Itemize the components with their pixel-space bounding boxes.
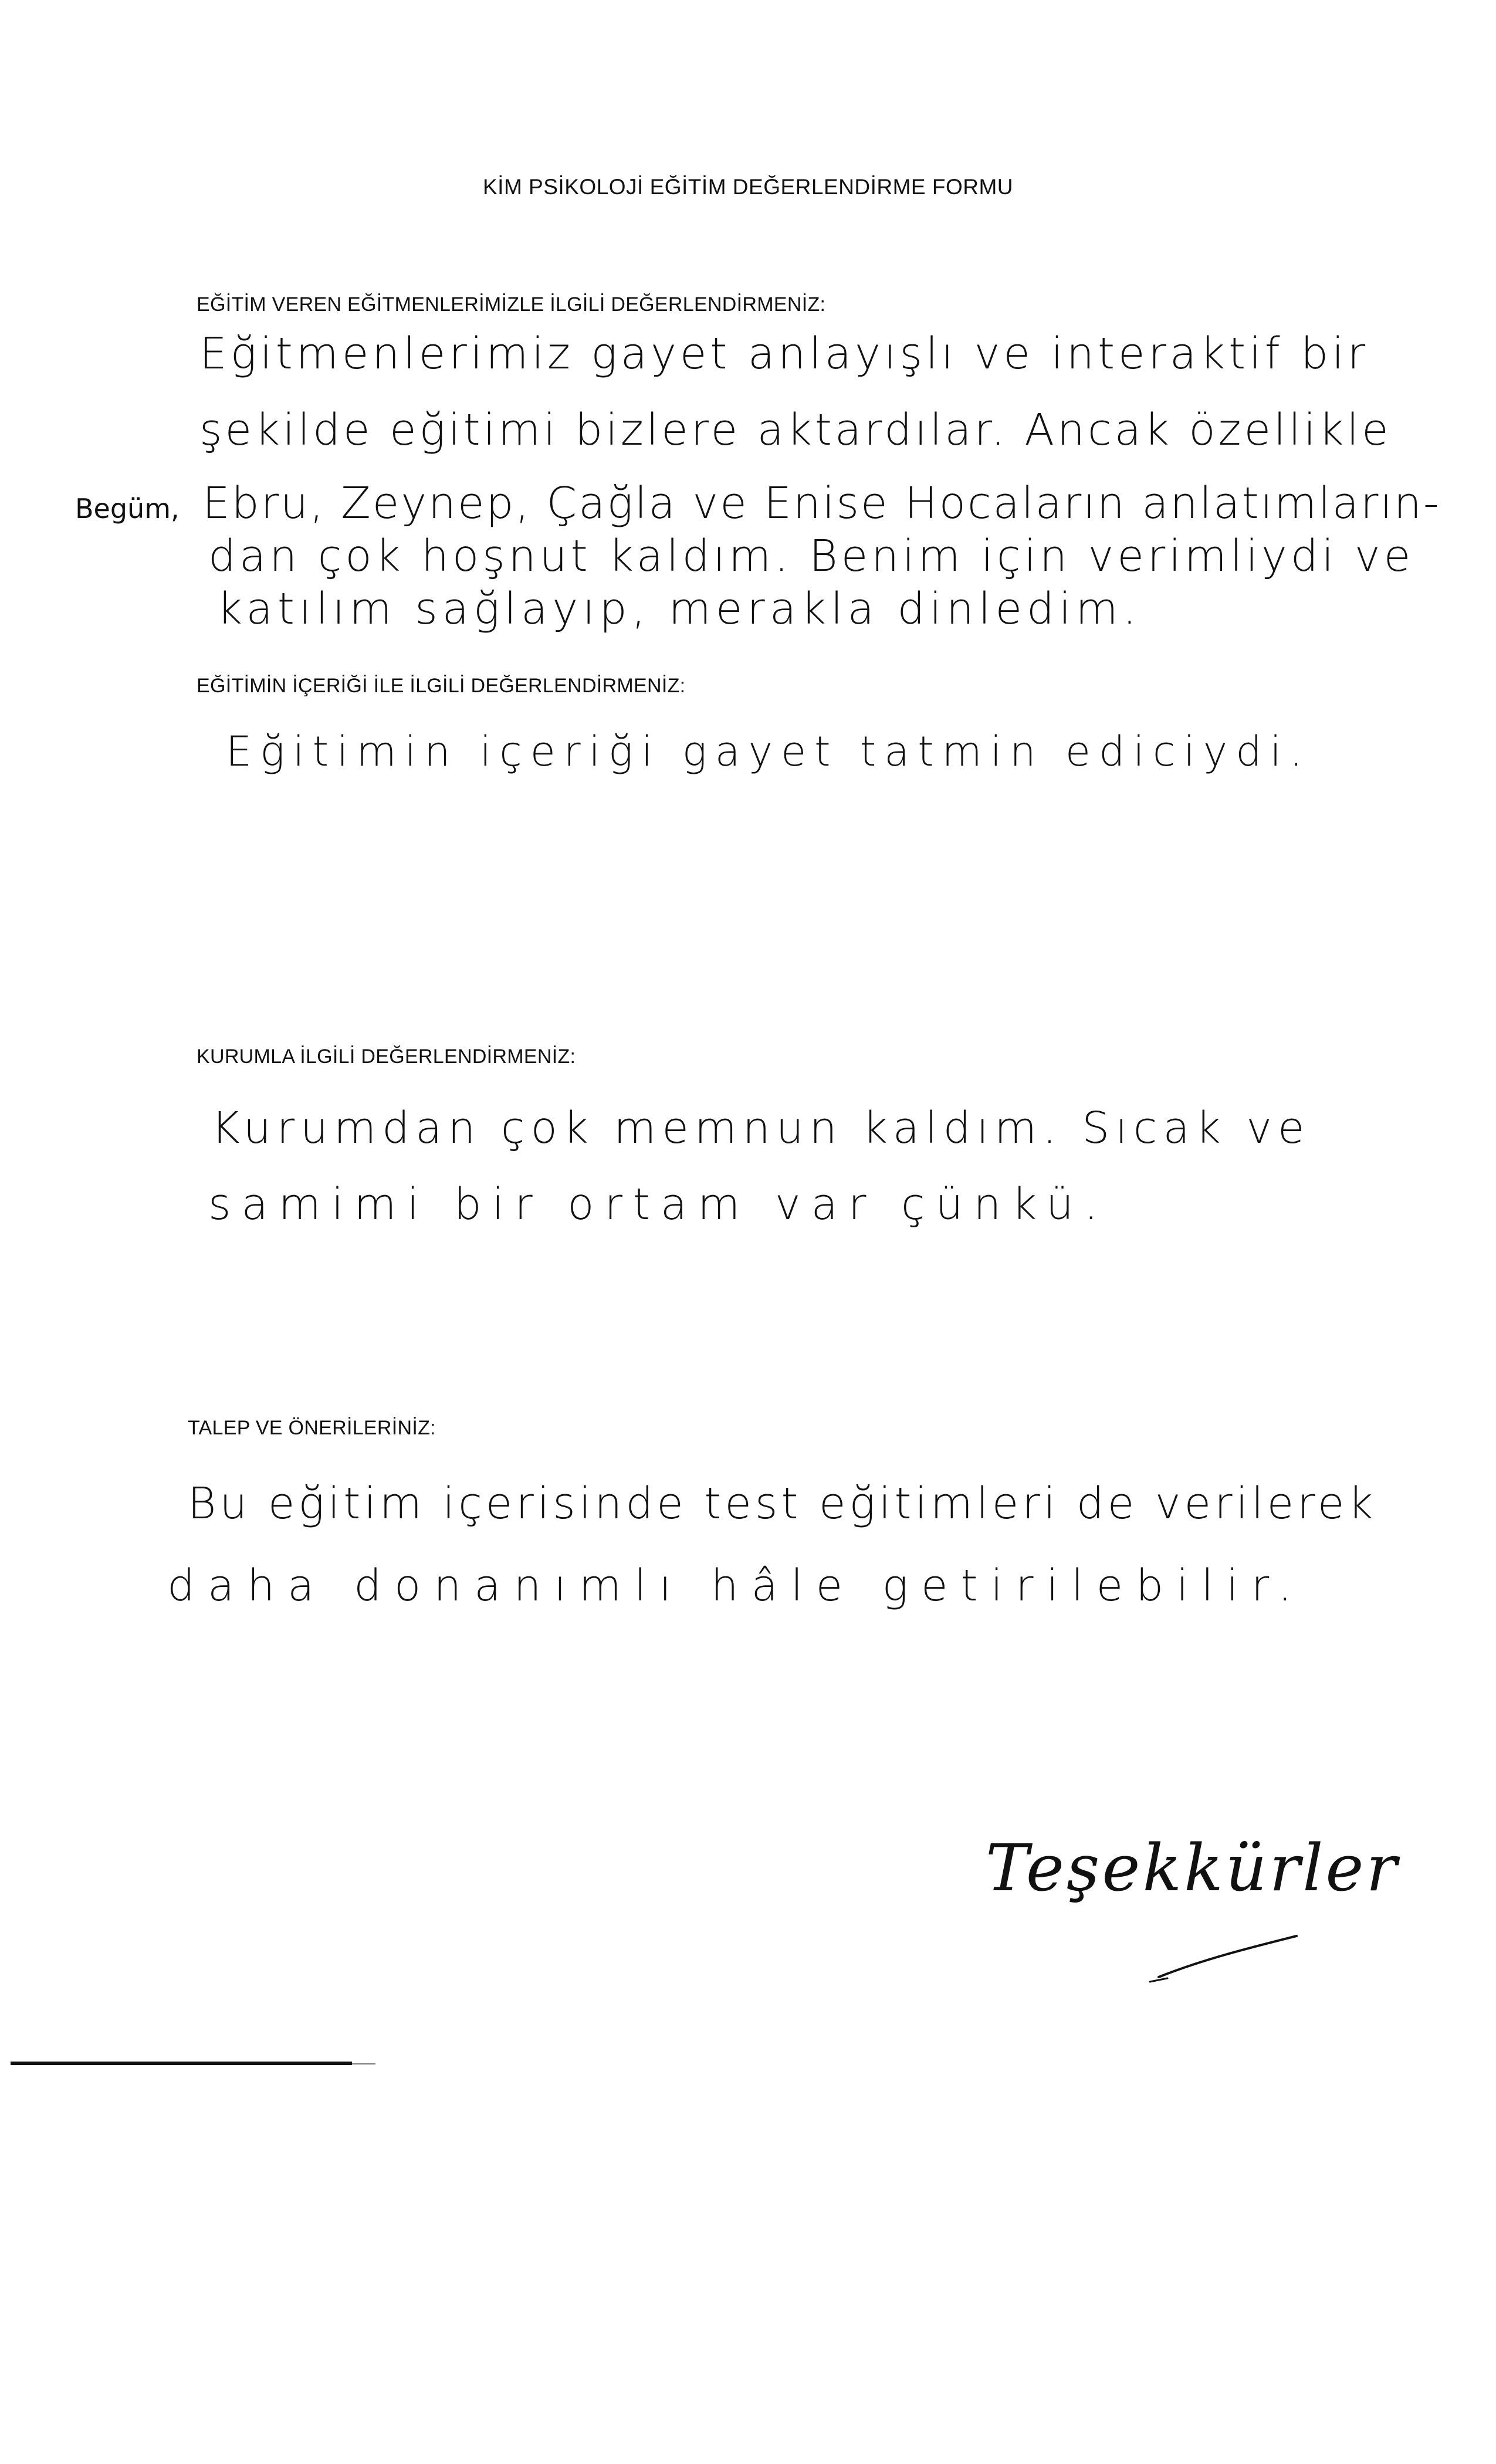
handwritten-line-institution-2: samimi bir ortam var çünkü. <box>208 1179 1109 1230</box>
handwritten-line-trainers-3: Ebru, Zeynep, Çağla ve Enise Hocaların anlatımların- <box>202 478 1441 529</box>
handwritten-line-content-1: Eğitimin içeriği gayet tatmin ediciydi. <box>226 727 1311 776</box>
section-label-content: EĞİTİMİN İÇERİĞİ İLE İLGİLİ DEĞERLENDİRMENİZ: <box>197 675 686 697</box>
section-label-suggestions: TALEP VE ÖNERİLERİNİZ: <box>188 1417 436 1439</box>
margin-note-begum: Begüm, <box>75 493 180 524</box>
handwritten-line-trainers-5: katılım sağlayıp, merakla dinledim. <box>217 584 1142 634</box>
signature-underline-stroke <box>1159 1936 1297 1977</box>
handwritten-line-trainers-1: Eğitmenlerimiz gayet anlayışlı ve interaktif bir <box>199 329 1369 379</box>
handwritten-line-trainers-2: şekilde eğitimi bizlere aktardılar. Ancak özellikle <box>199 405 1392 455</box>
form-title: KİM PSİKOLOJİ EĞİTİM DEĞERLENDİRME FORMU <box>483 175 1013 199</box>
handwritten-line-suggestions-2: daha donanımlı hâle getirilebilir. <box>167 1561 1305 1611</box>
signature-tesekkurler: Teşekkürler <box>986 1830 1400 1905</box>
handwritten-line-suggestions-1: Bu eğitim içerisinde test eğitimleri de verilerek <box>188 1478 1377 1529</box>
section-label-institution: KURUMLA İLGİLİ DEĞERLENDİRMENİZ: <box>197 1045 576 1068</box>
handwritten-line-trainers-4: dan çok hoşnut kaldım. Benim için verimliydi ve <box>208 531 1414 581</box>
signature-underline-tick <box>1150 1978 1167 1982</box>
section-label-trainers: EĞİTİM VEREN EĞİTMENLERİMİZLE İLGİLİ DEĞERLENDİRMENİZ: <box>197 293 826 316</box>
handwritten-line-institution-1: Kurumdan çok memnun kaldım. Sıcak ve <box>211 1103 1311 1153</box>
